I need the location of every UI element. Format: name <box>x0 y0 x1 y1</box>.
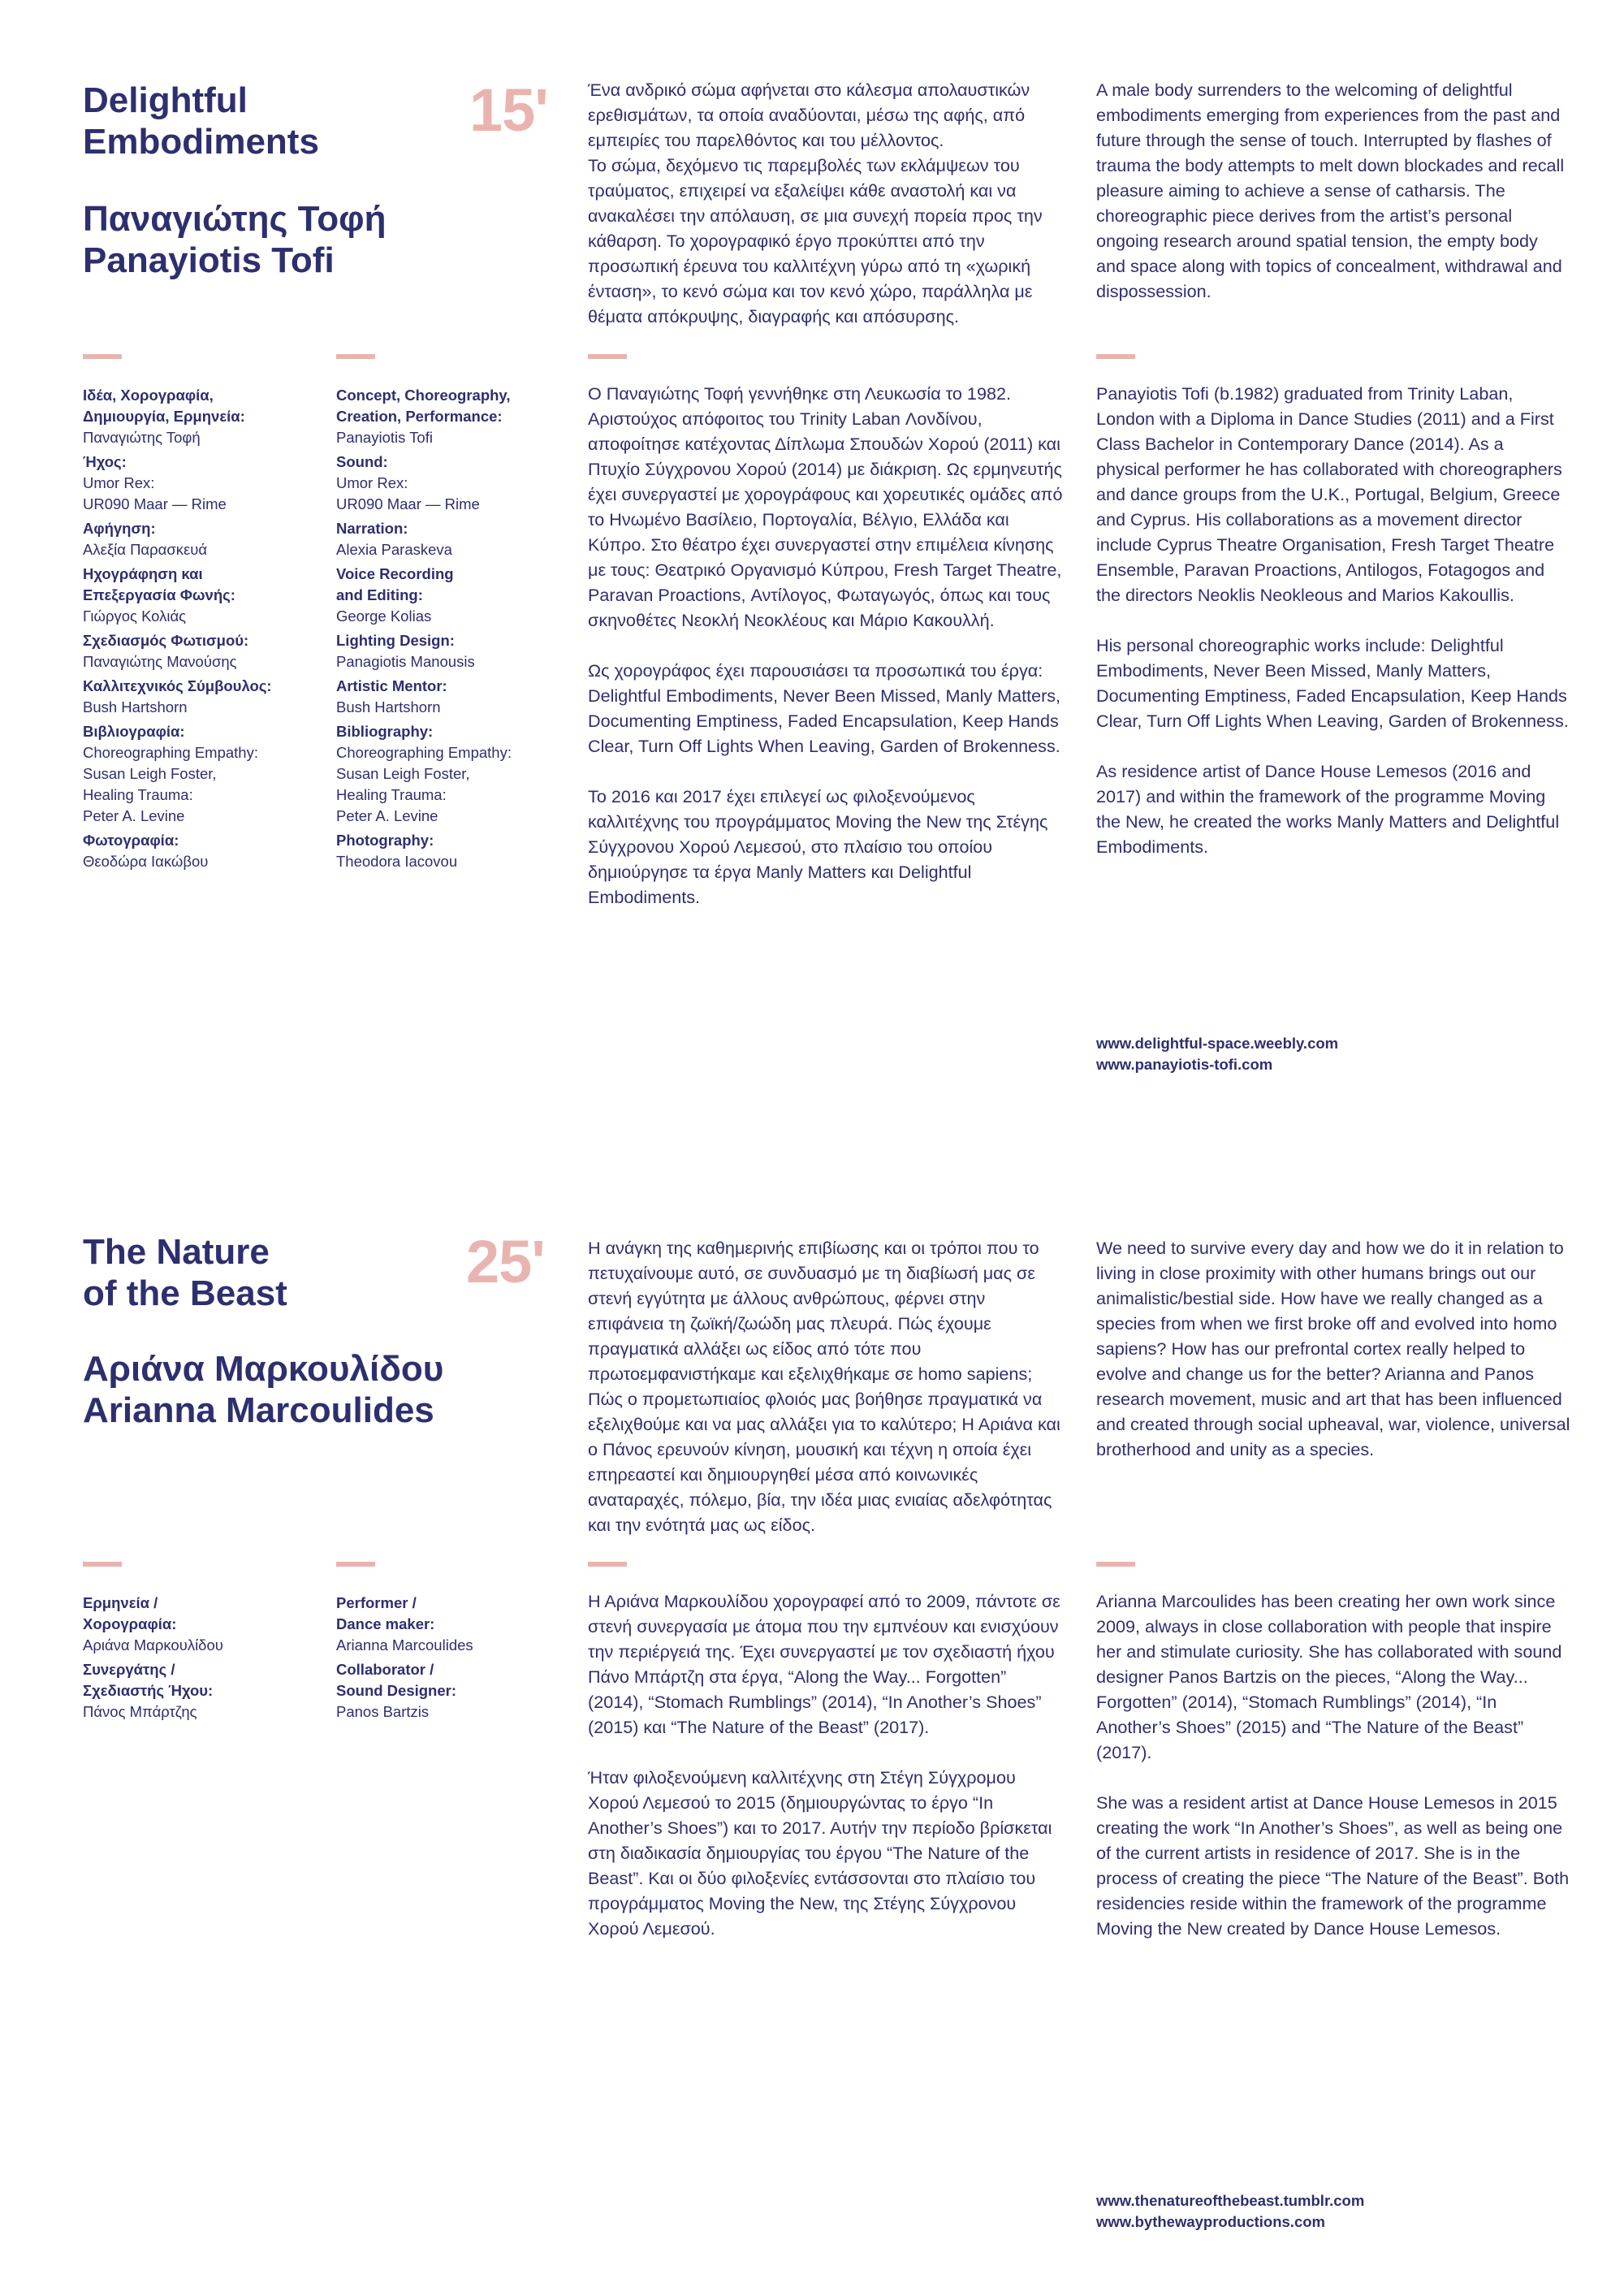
divider-dash <box>336 354 375 359</box>
description-english: We need to survive every day and how we do it in relation to living in close proximity with other humans brings out our animalistic/bestial side. How have we really changed as a species from when we first broke off and evolved into homo sapiens? How has our prefrontal cortex really helped to evolve and change us for the better? Arianna and Panos research movement, music and art that has been influenced and created through social upheaval, war, violence, universal brotherhood and unity as a species. <box>1096 1238 1570 1459</box>
credit-value: Αλεξία Παρασκευά <box>83 541 208 558</box>
description-greek: Ένα ανδρικό σώμα αφήνεται στο κάλεσμα απολαυστικών ερεθισμάτων, τα οποία αναδύονται, μέσω της αφής, από εμπειρίες του παρελθόντος και του μέλλοντος. Το σώμα, δεχόμενο τις παρεμβολές των εκλάμψεων του τραύματος, επιχειρεί να εξαλείψει κάθε αναστολή και να ανακαλέσει την απόλαυση, σε μια συνεχή πορεία προς την κάθαρση. Το χορογραφικό έργο προκύπτει από την προσωπική έρευνα του καλλιτέχνη γύρω από τη «χωρική ένταση», το κενό σώμα και τον κενό χώρο, παράλληλα με θέματα απόκρυψης, διαγραφής και απόσυρσης. <box>588 80 1043 326</box>
biography-english: Arianna Marcoulides has been creating her own work since 2009, always in close collaboration with people that inspire her and stimulate curiosity. She has collaborated with sound designer Panos Bartzis on the pieces, “Along the Way... Forgotten” (2014), “Stomach Rumblings” (2014), “In Another’s Shoes” (2015) and “The Nature of the Beast” (2017). She was a resident artist at Dance House Lemesos in 2015 creating the work “In Another’s Shoes”, as well as being one of the current artists in residence of 2017. She is in the process of creating the piece “The Nature of the Beast”. Both residencies reside within the framework of the programme Moving the New created by Dance House Lemesos. <box>1096 1591 1570 1939</box>
website-link[interactable]: www.panayiotis-tofi.com <box>1096 1056 1273 1073</box>
piece-title: The Nature of the Beast <box>83 1232 287 1313</box>
website-link[interactable]: www.delightful-space.weebly.com <box>1096 1035 1339 1052</box>
credit-value: Panayiotis Tofi <box>336 429 433 446</box>
credit-value: Panagiotis Manousis <box>336 653 475 670</box>
credit-label: Narration: <box>336 520 408 537</box>
duration: 25' <box>466 1228 545 1295</box>
biography-english: Panayiotis Tofi (b.1982) graduated from Trinity Laban, London with a Diploma in Dance Studies (2011) and a First Class Bachelor in Contemporary Dance (2014). As a physical performer he has collaborated with choreographers and dance groups from the U.K., Portugal, Belgium, Greece and Cyprus. His collaborations as a movement director include Cyprus Theatre Organisation, Fresh Target Theatre Ensemble, Paravan Proactions, Antilogos, Fotagogos and the directors Neoklis Neokleous and Marios Kakoullis. His personal choreographic works include: Delightful Embodiments, Never Been Missed, Manly Matters, Documenting Emptiness, Faded Encapsulation, Keep Hands Clear, Turn Off Lights When Leaving, Garden of Brokenness. As residence artist of Dance House Lemesos (2016 and 2017) and within the framework of the programme Moving the New, he created the works Manly Matters and Delightful Embodiments. <box>1096 383 1569 857</box>
credit-label: Concept, Choreography, Creation, Performance: <box>336 387 511 425</box>
biography-greek: Ο Παναγιώτης Τοφή γεννήθηκε στη Λευκωσία το 1982. Αριστούχος απόφοιτος του Trinity Laban Λονδίνου, αποφοίτησε κατέχοντας Δίπλωμα Σπουδών Χορού (2011) και Πτυχίο Σύγχρονου Χορού (2014) με διάκριση. Ως ερμηνευτής έχει συνεργαστεί με χορογράφους και χορευτικές ομάδες από το Ηνωμένο Βασίλειο, Πορτογαλία, Βέλγιο, Ελλάδα και Κύπρο. Στο θέατρο έχει συνεργαστεί στην επιμέλεια κίνησης με τους: Θεατρικό Οργανισμό Κύπρου, Fresh Target Theatre, Paravan Proactions, Αντίλογος, Φωταγωγός, όπως και τους σκηνοθέτες Νεοκλή Νεοκλέους και Μάριο Κακουλλή. Ως χορογράφος έχει παρουσιάσει τα προσωπικά του έργα: Delightful Embodiments, Never Been Missed, Manly Matters, Documenting Emptiness, Faded Encapsulation, Keep Hands Clear, Turn Off Lights When Leaving, Garden of Brokenness. Το 2016 και 2017 έχει επιλεγεί ως φιλοξενούμενος καλλιτέχνης του προγράμματος Moving the New της Στέγης Σύγχρονου Χορού Λεμεσού, στο πλαίσιο του οποίου δημιούργησε τα έργα Manly Matters και Delightful Embodiments. <box>588 383 1063 907</box>
credit-label: Συνεργάτης / Σχεδιαστής Ήχου: <box>83 1661 214 1699</box>
credit-label: Collaborator / Sound Designer: <box>336 1661 457 1699</box>
credit-value: Bush Hartshorn <box>83 698 188 715</box>
credit-value: Παναγιώτης Τοφή <box>83 429 201 446</box>
credit-label: Σχεδιασμός Φωτισμού: <box>83 632 249 649</box>
links <box>1096 2190 1571 2233</box>
divider-dash <box>83 354 122 359</box>
credits-greek <box>83 385 326 875</box>
credit-value: Choreographing Empathy: Susan Leigh Foster, Healing Trauma: Peter A. Levine <box>336 744 512 824</box>
credit-label: Artistic Mentor: <box>336 677 447 694</box>
credit-value: George Kolias <box>336 607 432 625</box>
credits-english <box>336 1593 580 1726</box>
credits-greek <box>83 1593 326 1726</box>
credit-value: Πάνος Μπάρτζης <box>83 1703 197 1720</box>
website-link[interactable]: www.bythewayproductions.com <box>1096 2213 1325 2230</box>
credit-value: Bush Hartshorn <box>336 698 441 715</box>
credit-label: Καλλιτεχνικός Σύμβουλος: <box>83 677 272 694</box>
description-english: A male body surrenders to the welcoming of delightful embodiments emerging from experiences from the past and future through the sense of touch. Interrupted by flashes of trauma the body attempts to melt down blockades and recall pleasure aiming to achieve a sense of catharsis. The choreographic piece derives from the artist’s personal ongoing research around spatial tension, the empty body and space along with topics of concealment, withdrawal and dispossession. <box>1096 80 1565 301</box>
divider-dash <box>1096 354 1135 359</box>
divider-dash <box>588 1562 627 1567</box>
divider-dash <box>588 354 627 359</box>
credit-label: Performer / Dance maker: <box>336 1594 435 1632</box>
credit-label: Lighting Design: <box>336 632 455 649</box>
credit-label: Bibliography: <box>336 723 434 740</box>
credit-value: Panos Bartzis <box>336 1703 430 1720</box>
credit-label: Βιβλιογραφία: <box>83 723 185 740</box>
links <box>1096 1033 1571 1075</box>
biography-greek: Η Αριάνα Μαρκουλίδου χορογραφεί από το 2009, πάντοτε σε στενή συνεργασία με άτομα που την εμπνέουν και ενισχύουν την περιέργειά της. Έχει συνεργαστεί με τον σχεδιαστή ήχου Πάνο Μπάρτζη στα έργα, “Along the Way... Forgotten” (2014), “Stomach Rumblings” (2014), “In Another’s Shoes” (2015) και “The Nature of the Beast” (2017). Ήταν φιλοξενούμενη καλλιτέχνης στη Στέγη Σύγχρομου Χορού Λεμεσού το 2015 (δημιουργώντας το έργο “In Another’s Shoes”) και το 2017. Αυτήν την περίοδο βρίσκεται στη διαδικασία δημιουργίας του έργου “The Nature of the Beast”. Και οι δύο φιλοξενίες εντάσσονται στο πλαίσιο του προγράμματος Moving the New, της Στέγης Σύγχρονου Χορού Λεμεσού. <box>588 1591 1060 1939</box>
credit-label: Αφήγηση: <box>83 520 156 537</box>
credit-value: Γιώργος Κολιάς <box>83 607 187 625</box>
credits-english <box>336 385 580 875</box>
credit-value: Umor Rex: UR090 Maar — Rime <box>336 474 480 512</box>
credit-label: Ιδέα, Χορογραφία, Δημιουργία, Ερμηνεία: <box>83 387 245 425</box>
divider-dash <box>1096 1562 1135 1567</box>
credit-value: Choreographing Empathy: Susan Leigh Foster, Healing Trauma: Peter A. Levine <box>83 744 258 824</box>
piece-title: Delightful Embodiments <box>83 80 319 162</box>
credit-value: Umor Rex: UR090 Maar — Rime <box>83 474 227 512</box>
credit-value: Alexia Paraskeva <box>336 541 452 558</box>
credit-value: Theodora Iacovou <box>336 853 458 870</box>
divider-dash <box>83 1562 122 1567</box>
credit-value: Θεοδώρα Ιακώβου <box>83 853 209 870</box>
artist-name: Αριάνα Μαρκουλίδου Arianna Marcoulides <box>83 1349 444 1430</box>
duration: 15' <box>469 76 548 144</box>
credit-label: Sound: <box>336 453 388 470</box>
credit-label: Φωτογραφία: <box>83 832 179 849</box>
credit-label: Voice Recording and Editing: <box>336 565 454 603</box>
credit-value: Παναγιώτης Μανούσης <box>83 653 237 670</box>
website-link[interactable]: www.thenatureofthebeast.tumblr.com <box>1096 2192 1365 2209</box>
description-greek: Η ανάγκη της καθημερινής επιβίωσης και οι τρόποι που το πετυχαίνουμε αυτό, σε συνδυασμό με τη διαβίωσή μας σε στενή εγγύτητα με άλλους ανθρώπους, φέρνει στην επιφάνεια τη ζωϊκή/ζωώδη μας πλευρά. Πώς έχουμε πραγματικά αλλάξει ως είδος από τότε που πρωτοεμφανιστήκαμε και εξελιχθήκαμε σε homo sapiens; Πώς ο προμετωπιαίος φλοιός μας βοήθησε πραγματικά να εξελιχθούμε και να μας αλλάξει για το καλύτερο; Η Αριάνα και ο Πάνος ερευνούν κίνηση, μουσική και τέχνη η οποία έχει επηρεαστεί και δημιουργηθεί μέσα από κοινωνικές αναταραχές, πόλεμο, βία, την ιδέα μιας ενιαίας αδελφότητας και την ενότητά μας ως είδος. <box>588 1238 1060 1535</box>
artist-name: Παναγιώτης Τοφή Panayiotis Tofi <box>83 199 387 280</box>
credit-label: Ηχογράφηση και Επεξεργασία Φωνής: <box>83 565 235 603</box>
credit-value: Arianna Marcoulides <box>336 1636 473 1654</box>
credit-label: Ερμηνεία / Χορογραφία: <box>83 1594 177 1632</box>
credit-value: Αριάνα Μαρκουλίδου <box>83 1636 223 1654</box>
divider-dash <box>336 1562 375 1567</box>
credit-label: Photography: <box>336 832 434 849</box>
credit-label: Ήχος: <box>83 453 127 470</box>
